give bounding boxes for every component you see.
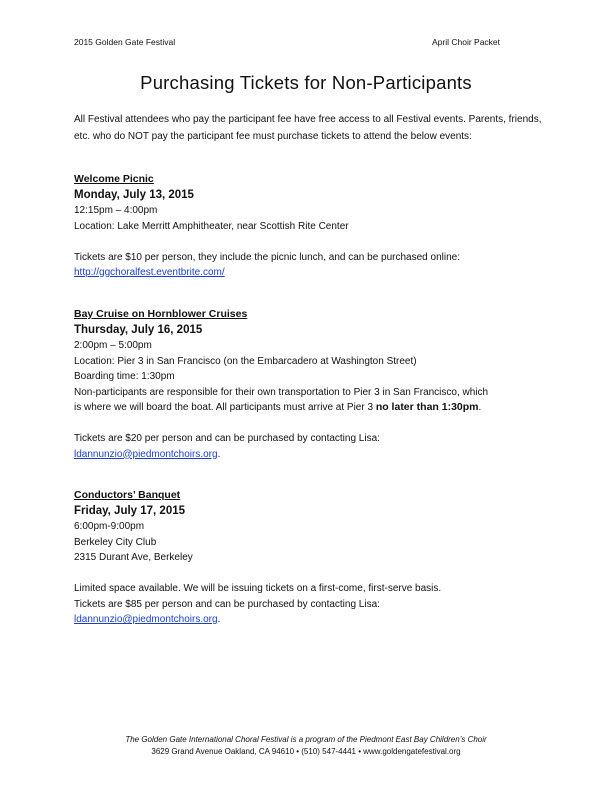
- event-welcome-picnic: [74, 172, 544, 281]
- event-title: Bay Cruise on Hornblower Cruises: [74, 308, 248, 320]
- event-title: Conductors’ Banquet: [74, 489, 181, 501]
- event-location: Location: Lake Merritt Amphitheater, near Scottish Rite Center: [74, 220, 349, 232]
- note-text: is where we will board the boat. All participants must arrive at Pier 3: [74, 402, 374, 413]
- link-suffix: .: [217, 614, 221, 625]
- event-venue: Berkeley City Club: [74, 536, 157, 548]
- email-link[interactable]: ldannunzio@piedmontchoirs.org: [74, 448, 218, 460]
- event-note-line2: [74, 400, 544, 416]
- page-title: Purchasing Tickets for Non-Participants: [140, 72, 472, 93]
- eventbrite-link[interactable]: http://ggchoralfest.eventbrite.com/: [74, 267, 225, 278]
- event-date: Thursday, July 16, 2015: [74, 324, 203, 336]
- header-right: April Choir Packet: [432, 37, 501, 47]
- event-date: Monday, July 13, 2015: [74, 189, 194, 201]
- event-bay-cruise: [74, 307, 544, 462]
- intro-paragraph: All Festival attendees who pay the participant fee have free access to all Festival events. Parents, friends, etc. who do NOT pay the participant fee must purchase tickets to attend the below events:: [74, 114, 542, 142]
- event-tickets: Tickets are $20 per person and can be purchased by contacting Lisa:: [74, 433, 380, 444]
- footer-line2: 3629 Grand Avenue Oakland, CA 94610 • (510) 547-4441 • www.goldengatefestival.org: [151, 746, 461, 756]
- note-emphasis: no later than 1:30pm: [375, 401, 479, 413]
- email-link[interactable]: ldannunzio@piedmontchoirs.org: [74, 614, 218, 625]
- header-left: 2015 Golden Gate Festival: [74, 37, 176, 47]
- event-conductors-banquet: [74, 488, 544, 628]
- note-end: .: [478, 402, 482, 413]
- footer-line1: The Golden Gate International Choral Festival is a program of the Piedmont East Bay Children’s Choir: [125, 735, 487, 744]
- event-date: Friday, July 17, 2015: [74, 505, 186, 517]
- link-suffix: .: [217, 448, 221, 460]
- event-tickets: Tickets are $10 per person, they include the picnic lunch, and can be purchased online:: [74, 251, 460, 263]
- event-time: 12:15pm – 4:00pm: [74, 205, 158, 216]
- event-note-line1: Non-participants are responsible for their own transportation to Pier 3 in San Francisco, which: [74, 386, 489, 398]
- event-boarding-time: Boarding time: 1:30pm: [74, 371, 175, 382]
- event-location: Location: Pier 3 in San Francisco (on the Embarcadero at Washington Street): [74, 355, 417, 367]
- event-tickets: Tickets are $85 per person and can be purchased by contacting Lisa:: [74, 598, 380, 610]
- event-title: Welcome Picnic: [74, 173, 154, 185]
- event-availability: Limited space available. We will be issuing tickets on a first-come, first-serve basis.: [74, 583, 442, 594]
- page-footer: [0, 734, 612, 757]
- event-address: 2315 Durant Ave, Berkeley: [74, 552, 193, 563]
- event-time: 2:00pm – 5:00pm: [74, 340, 152, 351]
- event-time: 6:00pm-9:00pm: [74, 521, 145, 532]
